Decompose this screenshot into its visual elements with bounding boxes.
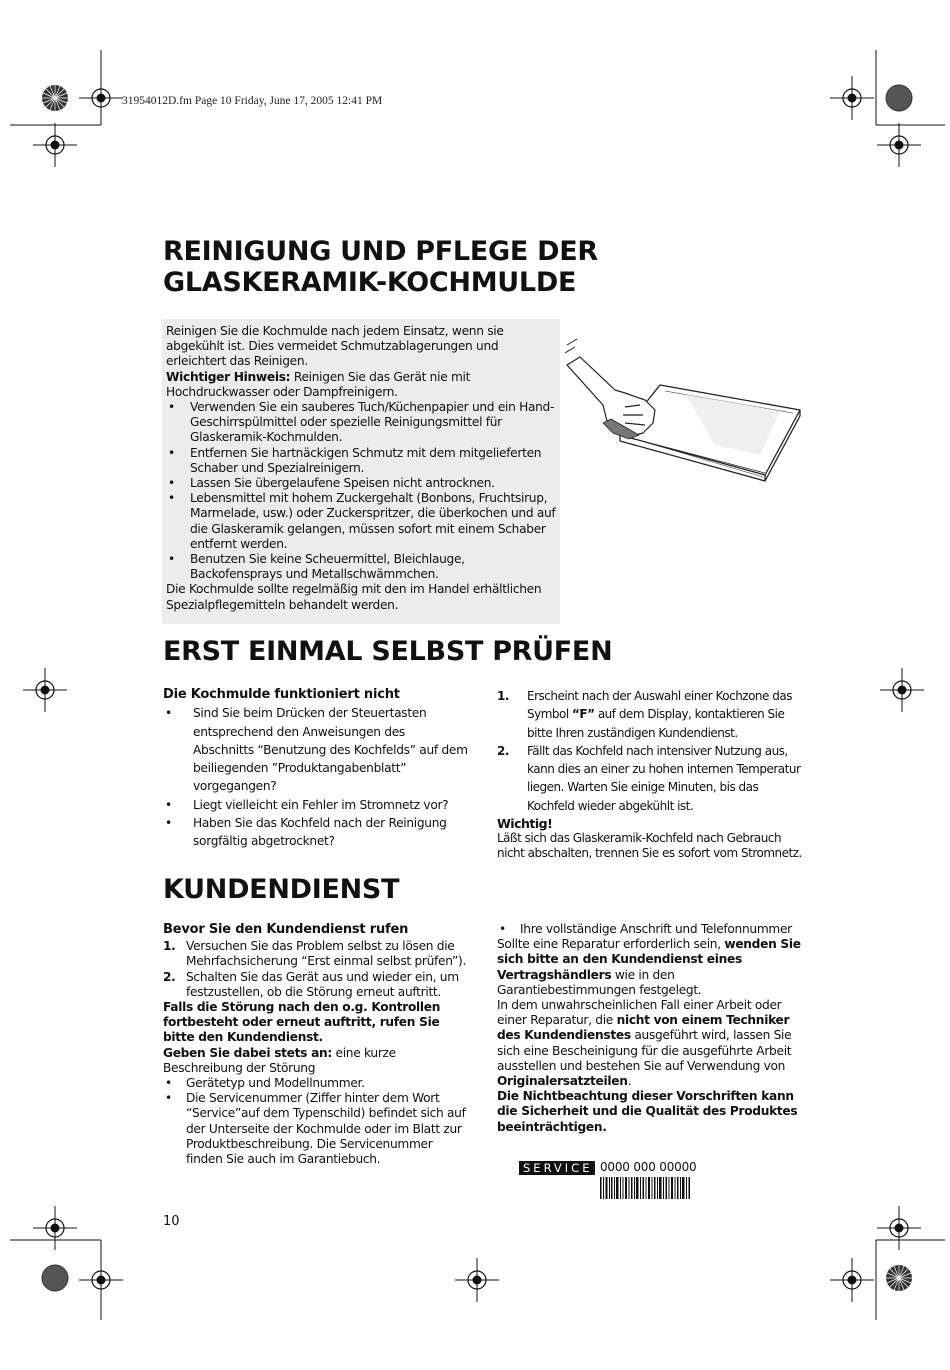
provide-info-label: Geben Sie dabei stets an: [163, 1045, 332, 1060]
cooktop-not-working-heading: Die Kochmulde funktioniert nicht [163, 687, 400, 702]
item-number: 1. [497, 689, 509, 703]
list-item [497, 687, 807, 742]
self-check-bullets [163, 704, 468, 850]
provide-info-text: eine kurze Beschreibung der Störung [163, 1045, 396, 1075]
warning-paragraph: Die Nichtbeachtung dieser Vorschriften kann die Sicherheit und die Qualität des Produktes beeinträchtigen. [497, 1089, 798, 1134]
list-item [163, 970, 468, 1000]
important-note-label: Wichtiger Hinweis: [166, 369, 291, 384]
error-symbol-f: “F” [572, 707, 595, 722]
cleaning-instructions [166, 324, 558, 613]
unlikely-paragraph [497, 998, 807, 1089]
address-bullet [497, 922, 807, 937]
section-cleaning-title-line1: REINIGUNG UND PFLEGE DER [163, 236, 598, 267]
error-info-list [497, 687, 807, 815]
repair-paragraph [497, 937, 807, 998]
error-info-column [497, 687, 807, 862]
list-item [497, 742, 807, 815]
repair-text: wie in den Garantiebestimmungen festgelegt. [497, 967, 702, 997]
important-text: Läßt sich das Glaskeramik-Kochfeld nach Gebrauch nicht abschalten, trennen Sie es sofort vom Stromnetz. [497, 831, 802, 861]
cleaning-intro: Reinigen Sie die Kochmulde nach jedem Einsatz, wenn sie abgekühlt ist. Dies vermeidet Schmutzablagerungen und erleichtert das Reinigen. [166, 324, 504, 369]
important-note-text: Reinigen Sie das Gerät nie mit Hochdruckwasser oder Dampfreinigern. [166, 369, 471, 399]
persist-note: Falls die Störung nach den o.g. Kontrollen fortbesteht oder erneut auftritt, rufen Sie bitte den Kundendienst. [163, 1000, 441, 1045]
list-item: • Ihre vollständige Anschrift und Telefonnummer [497, 922, 807, 937]
before-calling-steps [163, 939, 468, 1000]
list-item: • Lebensmittel mit hohem Zuckergehalt (Bonbons, Fruchtsirup, Marmelade, usw.) oder Zuckerspritzer, die überkochen und auf die Glaskeramik gelangen, müssen sofort mit einem Schaber entfernt werden. [166, 491, 558, 552]
list-item: • Die Servicenummer (Ziffer hinter dem Wort “Service”auf dem Typenschild) befindet sich auf der Unterseite der Kochmulde oder im Blatt zur Produktbeschreibung. Die Servicenummer finden Sie auch im Garantiebuch. [163, 1091, 468, 1167]
section-customer-service-title: KUNDENDIENST [163, 874, 400, 905]
item-number: 1. [163, 939, 176, 954]
cleaning-bullets [166, 400, 558, 582]
list-item: • Verwenden Sie ein sauberes Tuch/Küchenpapier und ein Hand-Geschirrspülmittel oder spezielle Reinigungsmittel für Glaskeramik-Kochmulden. [166, 400, 558, 446]
section-cleaning-title [163, 236, 598, 298]
before-calling-heading: Bevor Sie den Kundendienst rufen [163, 922, 409, 937]
barcode-graphic [600, 1177, 690, 1199]
list-item: • Entfernen Sie hartnäckigen Schmutz mit dem mitgelieferten Schaber und Spezialreinigern. [166, 446, 558, 476]
list-item: • Sind Sie beim Drücken der Steuertasten entsprechend den Anweisungen des Abschnitts “Benutzung des Kochfelds” auf dem beiliegenden ”Produktangabenblatt” vorgegangen? [163, 704, 468, 795]
item-number: 2. [163, 969, 176, 984]
item-text: Versuchen Sie das Problem selbst zu lösen die Mehrfachsicherung “Erst einmal selbst prüfen”). [186, 939, 467, 969]
before-calling-column [163, 922, 468, 1167]
item-text: Erscheint nach der Auswahl einer Kochzone das Symbol [527, 689, 792, 722]
important-note [166, 370, 558, 400]
file-info-header: 31954012D.fm Page 10 Friday, June 17, 2005 12:41 PM [122, 95, 383, 107]
hand-cleaning-cooktop-illustration [565, 335, 810, 485]
repair-emphasis: wenden Sie sich bitte an den Kundendienst eines Vertragshändlers [497, 937, 801, 982]
list-item: • Haben Sie das Kochfeld nach der Reinigung sorgfältig abgetrocknet? [163, 814, 468, 851]
service-label: SERVICE [519, 1161, 595, 1175]
list-item: • Benutzen Sie keine Scheuermittel, Bleichlauge, Backofensprays und Metallschwämmchen. [166, 552, 558, 582]
provide-info [163, 1046, 468, 1076]
item-number: 2. [497, 743, 509, 758]
important-heading: Wichtig! [497, 816, 553, 832]
unlikely-text: . [627, 1074, 632, 1089]
provide-info-bullets [163, 1076, 468, 1167]
page-number: 10 [163, 1214, 180, 1229]
item-text: Schalten Sie das Gerät aus und wieder ein, um festzustellen, ob die Störung erneut auftritt. [186, 969, 459, 999]
list-item [163, 939, 468, 969]
repair-info-column [497, 922, 807, 1135]
item-text: Fällt das Kochfeld nach intensiver Nutzung aus, kann dies an einer zu hohen internen Temperatur liegen. Warten Sie einige Minuten, bis das Kochfeld wieder abgekühlt ist. [527, 743, 801, 813]
section-cleaning-title-line2: GLASKERAMIK-KOCHMULDE [163, 267, 577, 298]
unlikely-text: In dem unwahrscheinlichen Fall einer Arbeit oder einer Reparatur, die [497, 998, 782, 1028]
list-item: • Gerätetyp und Modellnummer. [163, 1076, 468, 1091]
section-self-check-title: ERST EINMAL SELBST PRÜFEN [163, 636, 613, 667]
cooktop-not-working-column [163, 687, 468, 851]
original-parts-emphasis: Originalersatzteilen [497, 1074, 628, 1089]
unlikely-emphasis: nicht von einem Techniker des Kundendienstes [497, 1013, 790, 1043]
repair-text: Sollte eine Reparatur erforderlich sein, [497, 937, 725, 952]
item-text: auf dem Display, kontaktieren Sie bitte Ihren zuständigen Kundendienst. [527, 707, 785, 740]
unlikely-text: ausgeführt wird, lassen Sie sich eine Bescheinigung für die ausgeführte Arbeit ausstellen und bestehen Sie auf Verwendung von [497, 1028, 792, 1073]
service-number: 0000 000 00000 [600, 1160, 697, 1174]
cleaning-closing: Die Kochmulde sollte regelmäßig mit den im Handel erhältlichen Spezialpflegemitteln behandelt werden. [166, 582, 542, 612]
list-item: • Liegt vielleicht ein Fehler im Stromnetz vor? [163, 796, 468, 814]
list-item: • Lassen Sie übergelaufene Speisen nicht antrocknen. [166, 476, 558, 491]
